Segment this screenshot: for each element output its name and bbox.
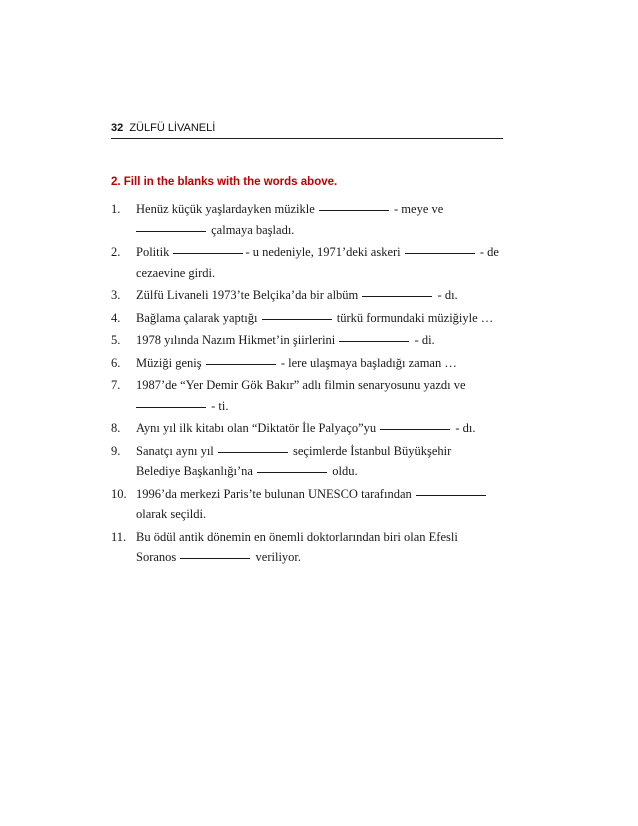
question-text xyxy=(136,441,511,482)
question-line xyxy=(136,330,511,351)
question-10 xyxy=(111,484,511,525)
question-text xyxy=(136,527,511,568)
answer-blank[interactable] xyxy=(180,557,250,559)
question-2 xyxy=(111,242,511,283)
text-segment: Sanatçı aynı yıl xyxy=(136,443,217,458)
question-text xyxy=(136,484,511,525)
question-number: 5. xyxy=(111,333,121,347)
answer-blank[interactable] xyxy=(339,340,409,342)
question-number: 6. xyxy=(111,355,121,370)
question-line xyxy=(136,353,511,374)
answer-blank[interactable] xyxy=(362,295,432,297)
question-number: 3. xyxy=(111,288,121,302)
text-segment: - dı. xyxy=(434,288,458,302)
text-segment: Belediye Başkanlığı’na xyxy=(136,464,257,478)
question-line: Bu ödül antik dönemin en önemli doktorlarından biri olan Efesli xyxy=(136,529,458,544)
answer-blank[interactable] xyxy=(218,451,288,453)
question-text xyxy=(136,418,511,439)
question-number: 9. xyxy=(111,443,121,458)
question-line xyxy=(136,441,511,462)
question-line: cezaevine girdi. xyxy=(136,265,216,280)
answer-blank[interactable] xyxy=(416,494,486,496)
question-line xyxy=(136,308,511,329)
text-segment: türkü formundaki müziğiyle … xyxy=(333,310,494,325)
question-9 xyxy=(111,441,511,482)
text-segment: Bağlama çalarak yaptığı xyxy=(136,310,261,325)
question-5 xyxy=(111,330,511,351)
answer-blank[interactable] xyxy=(136,406,206,408)
question-8 xyxy=(111,418,511,439)
question-line xyxy=(136,461,511,482)
question-line: 1987’de “Yer Demir Gök Bakır” adlı filmin senaryosunu yazdı ve xyxy=(136,378,466,392)
question-line xyxy=(136,484,511,505)
question-7 xyxy=(111,375,511,416)
text-segment: - de xyxy=(476,245,499,259)
question-text xyxy=(136,199,511,240)
question-6 xyxy=(111,353,511,374)
question-number: 1. xyxy=(111,202,121,216)
answer-blank[interactable] xyxy=(380,428,450,430)
text-segment: - dı. xyxy=(452,421,476,435)
text-segment: - ti. xyxy=(208,398,229,413)
question-number: 7. xyxy=(111,378,121,392)
text-segment: çalmaya başladı. xyxy=(208,222,295,237)
question-line: olarak seçildi. xyxy=(136,507,207,521)
text-segment: Zülfü Livaneli 1973’te Belçika’da bir albüm xyxy=(136,288,362,302)
text-segment: Politik xyxy=(136,245,173,259)
question-text xyxy=(136,353,511,374)
text-segment: 1978 yılında Nazım Hikmet’in şiirlerini xyxy=(136,333,339,347)
answer-blank[interactable] xyxy=(319,209,389,211)
text-segment: - di. xyxy=(411,333,435,347)
text-segment: veriliyor. xyxy=(252,550,302,564)
answer-blank[interactable] xyxy=(405,252,475,254)
question-line xyxy=(136,242,511,263)
question-number: 2. xyxy=(111,245,121,259)
text-segment: oldu. xyxy=(329,464,358,478)
question-text xyxy=(136,375,511,416)
question-11 xyxy=(111,527,511,568)
answer-blank[interactable] xyxy=(257,471,327,473)
text-segment: Aynı yıl ilk kitabı olan “Diktatör İle Palyaço”yu xyxy=(136,421,380,435)
question-text xyxy=(136,285,511,306)
answer-blank[interactable] xyxy=(136,230,206,232)
text-segment: 1996’da merkezi Paris’te bulunan UNESCO tarafından xyxy=(136,486,415,501)
page-header xyxy=(111,120,503,139)
question-number: 4. xyxy=(111,310,121,325)
text-segment: - u nedeniyle, 1971’deki askeri xyxy=(245,245,404,259)
text-segment: seçimlerde İstanbul Büyükşehir xyxy=(289,443,452,458)
text-segment: - meye ve xyxy=(390,202,444,216)
text-segment: Müziği geniş xyxy=(136,355,205,370)
answer-blank[interactable] xyxy=(206,363,276,365)
text-segment: - lere ulaşmaya başladığı zaman … xyxy=(277,355,457,370)
question-1 xyxy=(111,199,511,240)
answer-blank[interactable] xyxy=(173,252,243,254)
question-number: 8. xyxy=(111,421,121,435)
running-title: ZÜLFÜ LİVANELİ xyxy=(129,122,216,134)
question-line xyxy=(136,418,511,439)
question-line xyxy=(136,220,511,241)
question-4 xyxy=(111,308,511,329)
question-3 xyxy=(111,285,511,306)
question-number: 10. xyxy=(111,486,127,501)
text-segment: Soranos xyxy=(136,550,180,564)
text-segment: Henüz küçük yaşlardayken müzikle xyxy=(136,202,318,216)
page-number: 32 xyxy=(111,122,124,134)
question-line xyxy=(136,199,511,220)
question-line xyxy=(136,396,511,417)
question-number: 11. xyxy=(111,529,127,544)
question-text xyxy=(136,242,511,283)
question-text xyxy=(136,308,511,329)
question-line xyxy=(136,547,511,568)
question-line xyxy=(136,285,511,306)
answer-blank[interactable] xyxy=(262,318,332,320)
question-text xyxy=(136,330,511,351)
exercise-title: 2. Fill in the blanks with the words above. xyxy=(111,176,338,188)
question-list xyxy=(111,199,511,570)
